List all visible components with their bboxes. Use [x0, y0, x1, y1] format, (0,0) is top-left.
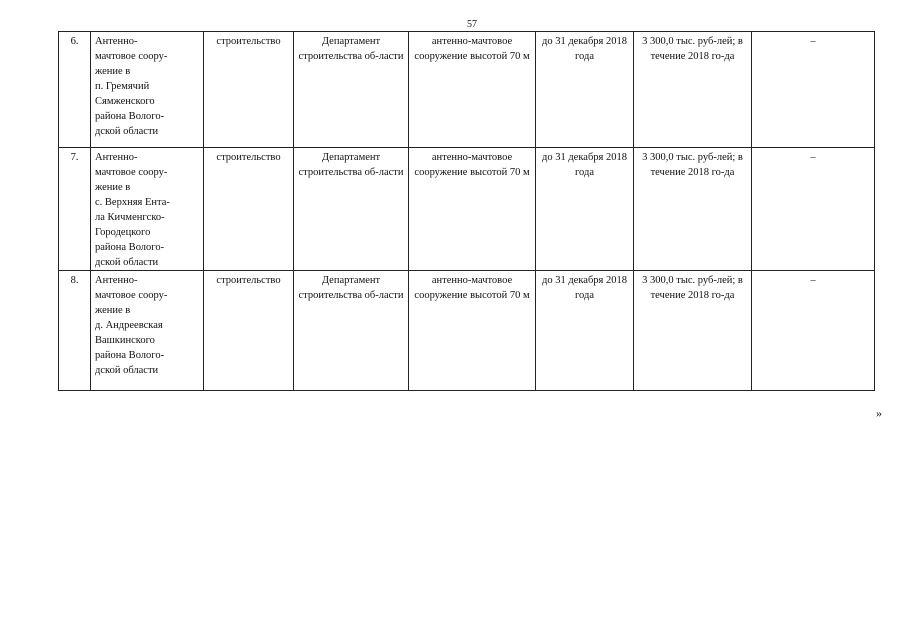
- characteristic: антенно-мачтовое сооружение высотой 70 м: [409, 148, 536, 271]
- deadline: до 31 декабря 2018 года: [536, 148, 634, 271]
- object-name-line: Антенно-: [95, 152, 138, 163]
- object-name-line: района Волого-: [95, 350, 165, 361]
- characteristic: антенно-мачтовое сооружение высотой 70 м: [409, 32, 536, 148]
- row-number: 7.: [59, 148, 91, 271]
- object-name-line: мачтовое соору-: [95, 51, 168, 62]
- cost: 3 300,0 тыс. руб-лей; в течение 2018 го-да: [634, 271, 752, 391]
- object-name-line: Городецкого: [95, 227, 151, 238]
- note: –: [752, 32, 875, 148]
- cost: 3 300,0 тыс. руб-лей; в течение 2018 го-да: [634, 148, 752, 271]
- object-name-line: дской области: [95, 365, 159, 376]
- work-type: строительство: [204, 271, 294, 391]
- object-name-line: Антенно-: [95, 275, 138, 286]
- cost: 3 300,0 тыс. руб-лей; в течение 2018 го-да: [634, 32, 752, 148]
- executor: Департамент строительства об-ласти: [294, 148, 409, 271]
- table-row: [59, 271, 875, 391]
- note: –: [752, 271, 875, 391]
- object-name-cell: [91, 271, 204, 391]
- object-name-line: района Волого-: [95, 242, 165, 253]
- object-name-cell: [91, 148, 204, 271]
- object-name-line: ла Кичменгско-: [95, 212, 165, 223]
- object-name-line: мачтовое соору-: [95, 290, 168, 301]
- characteristic: антенно-мачтовое сооружение высотой 70 м: [409, 271, 536, 391]
- object-name-line: мачтовое соору-: [95, 167, 168, 178]
- work-type: строительство: [204, 32, 294, 148]
- closing-quote-mark: »: [876, 406, 882, 420]
- note: –: [752, 148, 875, 271]
- executor: Департамент строительства об-ласти: [294, 271, 409, 391]
- object-name-line: с. Верхняя Ента-: [95, 197, 170, 208]
- deadline: до 31 декабря 2018 года: [536, 32, 634, 148]
- object-name-line: Сямженского: [95, 96, 155, 107]
- object-name-line: Вашкинского: [95, 335, 155, 346]
- object-name-line: района Волого-: [95, 111, 165, 122]
- deadline: до 31 декабря 2018 года: [536, 271, 634, 391]
- object-name-cell: [91, 32, 204, 148]
- object-name-line: жение в: [95, 66, 131, 77]
- document-table: [58, 31, 875, 391]
- object-name-line: жение в: [95, 182, 131, 193]
- object-name-line: д. Андреевская: [95, 320, 163, 331]
- row-number: 6.: [59, 32, 91, 148]
- table-row: [59, 32, 875, 148]
- row-number: 8.: [59, 271, 91, 391]
- page-number: 57: [467, 19, 477, 30]
- object-name-line: дской области: [95, 257, 159, 268]
- table-row: [59, 148, 875, 271]
- object-name-line: п. Гремячий: [95, 81, 150, 92]
- object-name-line: жение в: [95, 305, 131, 316]
- object-name-line: Антенно-: [95, 36, 138, 47]
- executor: Департамент строительства об-ласти: [294, 32, 409, 148]
- object-name-line: дской области: [95, 126, 159, 137]
- work-type: строительство: [204, 148, 294, 271]
